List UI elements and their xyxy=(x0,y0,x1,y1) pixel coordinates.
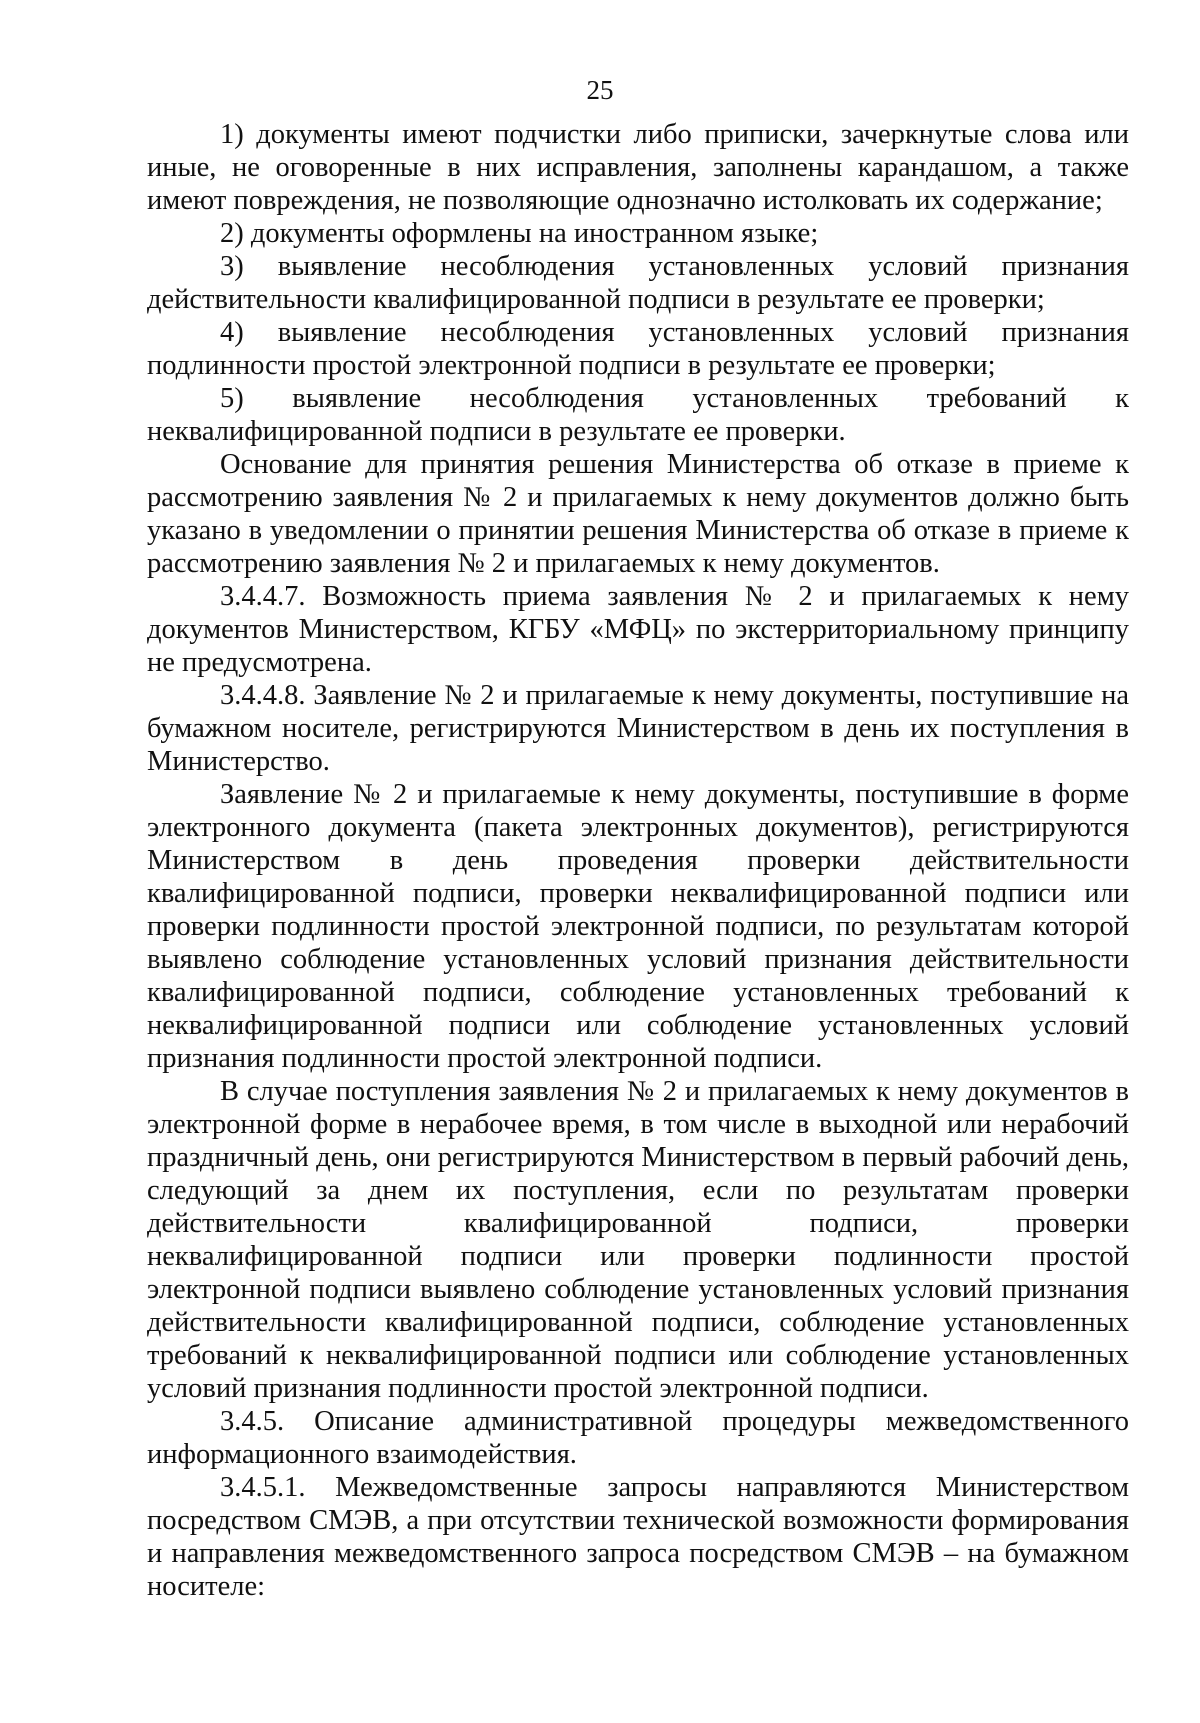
document-body xyxy=(147,118,1129,1603)
paragraph-3-4-4-7: 3.4.4.7. Возможность приема заявления № 2 и прилагаемых к нему документов Министерством, КГБУ «МФЦ» по экстерриториальному принципу не предусмотрена. xyxy=(147,581,1129,678)
list-item-1: 1) документы имеют подчистки либо приписки, зачеркнутые слова или иные, не оговоренные в них исправления, заполнены карандашом, а также имеют повреждения, не позволяющие однозначно истолковать их содержание; xyxy=(147,119,1129,216)
page-number: 25 xyxy=(586,75,614,105)
paragraph-3-4-5: 3.4.5. Описание административной процедуры межведомственного информационного взаимодействия. xyxy=(147,1406,1129,1470)
paragraph-3-4-4-8: 3.4.4.8. Заявление № 2 и прилагаемые к нему документы, поступившие на бумажном носителе, регистрируются Министерством в день их поступления в Министерство. xyxy=(147,680,1129,777)
paragraph-3-4-5-1: 3.4.5.1. Межведомственные запросы направляются Министерством посредством СМЭВ, а при отсутствии технической возможности формирования и направления межведомственного запроса посредством СМЭВ – на бумажном носителе: xyxy=(147,1472,1129,1602)
paragraph-non-working-time: В случае поступления заявления № 2 и прилагаемых к нему документов в электронной форме в нерабочее время, в том числе в выходной или нерабочий праздничный день, они регистрируются Министерством в первый рабочий день, следующий за днем их поступления, если по результатам проверки действительности квалифицированной подписи, проверки неквалифицированной подписи или проверки подлинности простой электронной подписи выявлено соблюдение установленных условий признания действительности квалифицированной подписи, соблюдение установленных требований к неквалифицированной подписи или соблюдение установленных условий признания подлинности простой электронной подписи. xyxy=(147,1076,1129,1404)
list-item-2: 2) документы оформлены на иностранном языке; xyxy=(220,218,819,249)
paragraph-refusal-grounds: Основание для принятия решения Министерства об отказе в приеме к рассмотрению заявления № 2 и прилагаемых к нему документов должно быть указано в уведомлении о принятии решения Министерства об отказе в приеме к рассмотрению заявления № 2 и прилагаемых к нему документов. xyxy=(147,449,1129,579)
list-item-3: 3) выявление несоблюдения установленных условий признания действительности квалифицированной подписи в результате ее проверки; xyxy=(147,251,1129,315)
list-item-5: 5) выявление несоблюдения установленных требований к неквалифицированной подписи в результате ее проверки. xyxy=(147,383,1129,447)
list-item-4: 4) выявление несоблюдения установленных условий признания подлинности простой электронной подписи в результате ее проверки; xyxy=(147,317,1129,381)
paragraph-electronic-registration: Заявление № 2 и прилагаемые к нему документы, поступившие в форме электронного документа (пакета электронных документов), регистрируются Министерством в день проведения проверки действительности квалифицированной подписи, проверки неквалифицированной подписи или проверки подлинности простой электронной подписи, по результатам которой выявлено соблюдение установленных условий признания действительности квалифицированной подписи, соблюдение установленных требований к неквалифицированной подписи или соблюдение установленных условий признания подлинности простой электронной подписи. xyxy=(147,779,1129,1074)
